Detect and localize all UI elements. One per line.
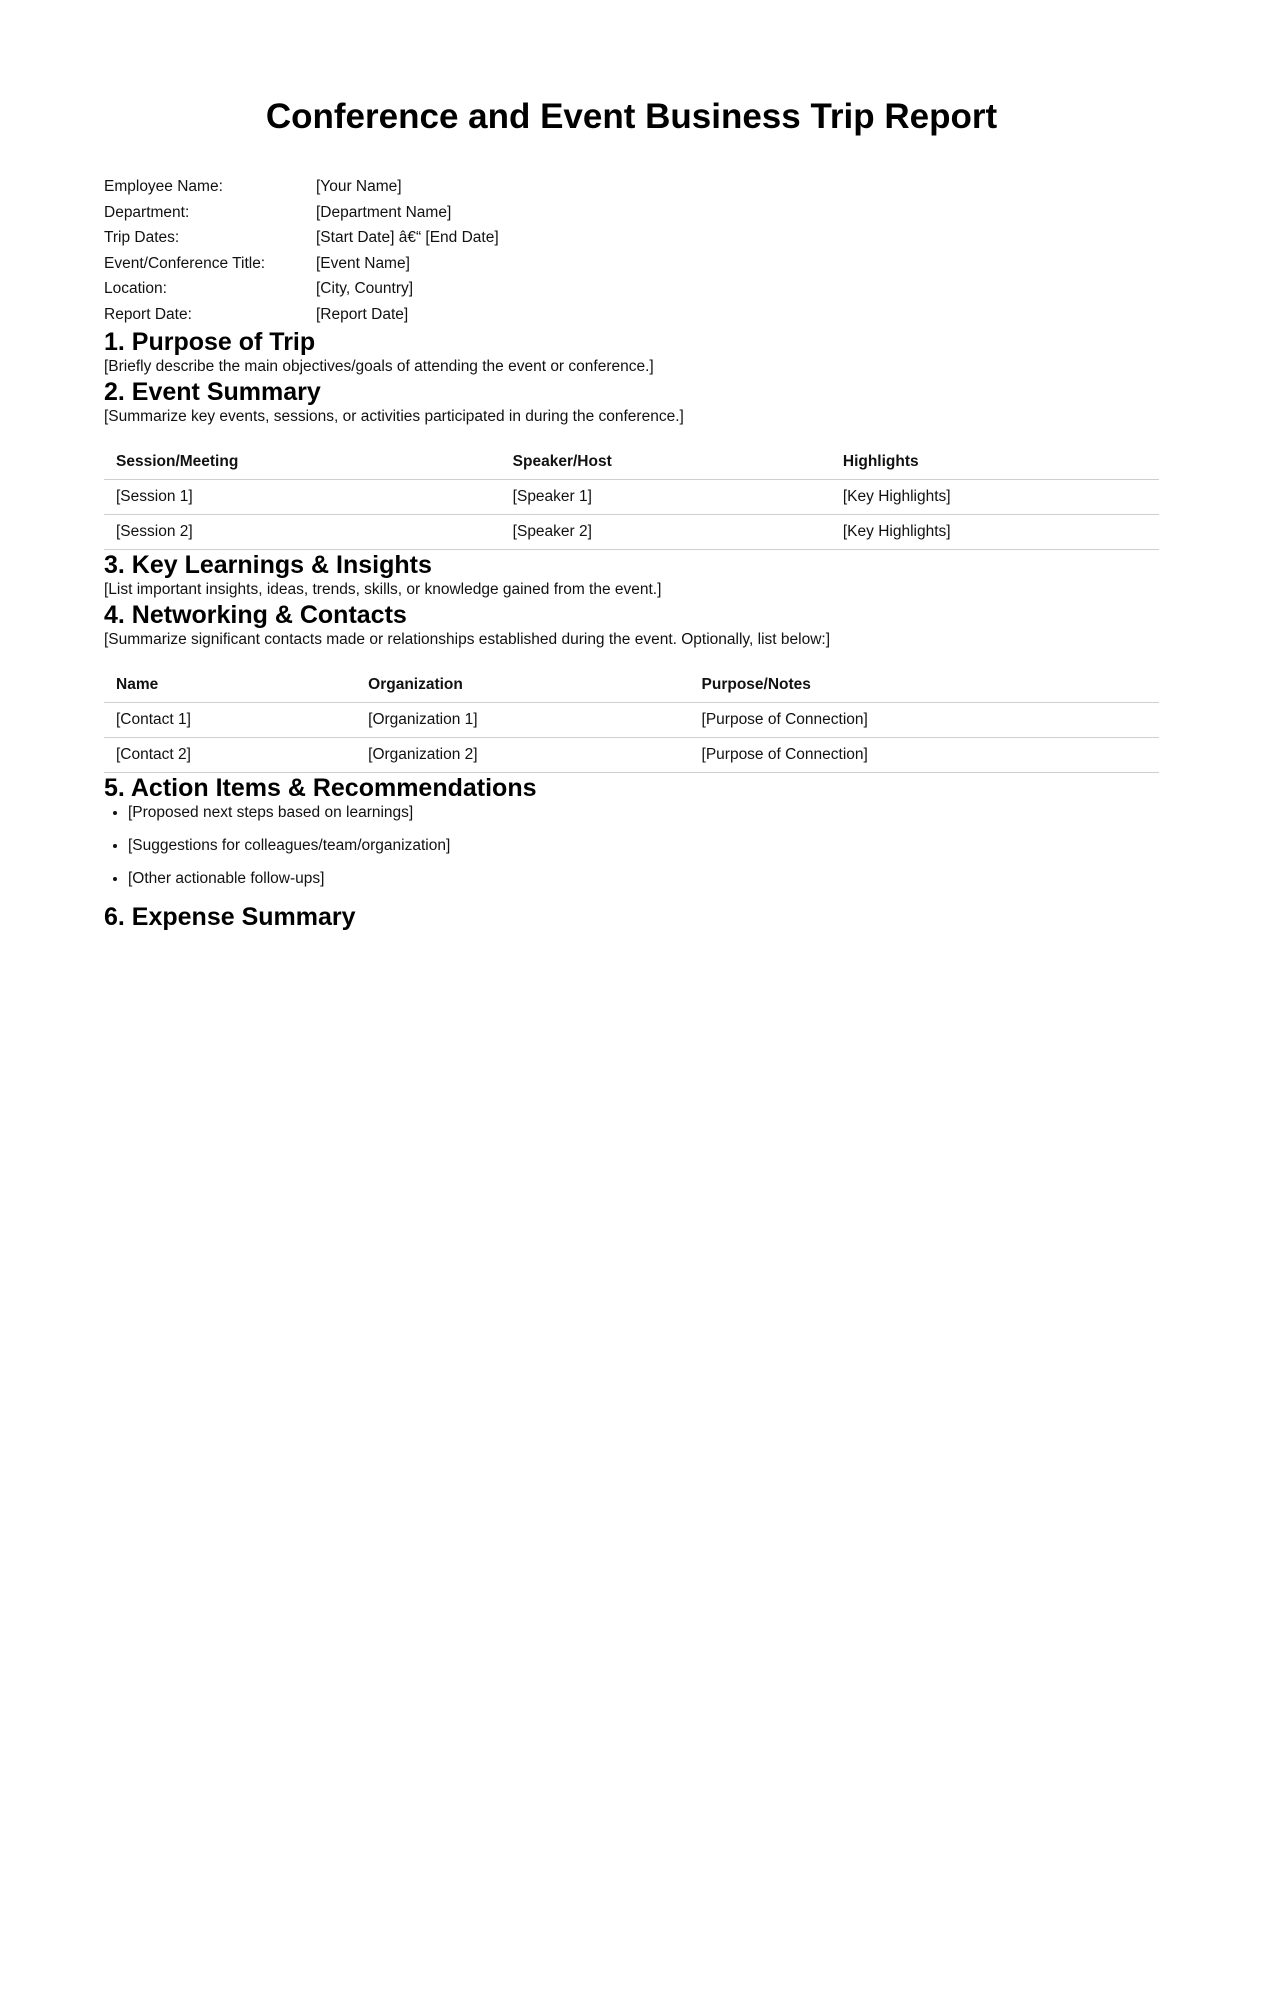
section-text-key-learnings: [List important insights, ideas, trends, skills, or knowledge gained from the event.] — [104, 581, 662, 598]
info-label: Department: — [104, 203, 190, 221]
info-label: Employee Name: — [104, 178, 223, 195]
list-item: • [Other actionable follow-ups] — [128, 869, 1159, 889]
table-cell: [Speaker 1] — [501, 480, 831, 515]
section-heading-action-items: 5. Action Items & Recommendations — [104, 774, 537, 802]
section-heading-key-learnings: 3. Key Learnings & Insights — [104, 551, 432, 579]
table-cell: [Organization 1] — [356, 703, 689, 738]
table-cell: [Session 2] — [104, 515, 501, 550]
table-cell: [Contact 1] — [104, 703, 356, 738]
info-value: [Report Date] — [316, 305, 409, 323]
table-header-row — [104, 445, 1159, 480]
column-header: Purpose/Notes — [690, 668, 1159, 703]
info-value: [City, Country] — [316, 280, 414, 297]
section-heading-purpose: 1. Purpose of Trip — [104, 328, 316, 356]
table-cell: [Key Highlights] — [831, 515, 1159, 550]
section-heading-networking: 4. Networking & Contacts — [104, 601, 407, 629]
page-title: Conference and Event Business Trip Report — [265, 97, 998, 136]
info-row-trip-dates — [104, 225, 499, 251]
column-header: Organization — [356, 668, 689, 703]
info-row-event-title — [104, 251, 499, 277]
section-heading-expense-summary: 6. Expense Summary — [104, 903, 356, 931]
table-cell: [Speaker 2] — [501, 515, 831, 550]
networking-contacts-table — [104, 668, 1159, 773]
column-header: Highlights — [831, 445, 1159, 480]
table-row — [104, 703, 1159, 738]
table-row — [104, 738, 1159, 773]
info-value: [Start Date] â€“ [End Date] — [316, 229, 499, 246]
table-cell: [Contact 2] — [104, 738, 356, 773]
table-cell: [Session 1] — [104, 480, 501, 515]
section-text-event-summary: [Summarize key events, sessions, or activities participated in during the conference.] — [104, 408, 684, 425]
table-header-row — [104, 668, 1159, 703]
table-cell: [Key Highlights] — [831, 480, 1159, 515]
section-text-networking: [Summarize significant contacts made or relationships established during the event. Optionally, list below:] — [104, 631, 830, 648]
event-summary-table — [104, 445, 1159, 550]
table-cell: [Organization 2] — [356, 738, 689, 773]
table-row — [104, 480, 1159, 515]
info-value: [Department Name] — [316, 203, 452, 221]
section-text-purpose: [Briefly describe the main objectives/goals of attending the event or conference.] — [104, 358, 654, 375]
table-row — [104, 515, 1159, 550]
info-row-location — [104, 276, 499, 302]
info-row-report-date — [104, 302, 499, 328]
info-value: [Your Name] — [316, 178, 402, 195]
column-header: Speaker/Host — [501, 445, 831, 480]
info-value: [Event Name] — [316, 254, 410, 272]
info-label: Trip Dates: — [104, 229, 180, 246]
table-cell: [Purpose of Connection] — [690, 703, 1159, 738]
trip-info-table — [104, 174, 499, 327]
info-row-employee-name — [104, 174, 499, 200]
list-item: • [Suggestions for colleagues/team/organization] — [128, 836, 1159, 856]
info-row-department — [104, 200, 499, 226]
section-heading-event-summary: 2. Event Summary — [104, 378, 321, 406]
info-label: Report Date: — [104, 305, 192, 323]
action-items-list — [104, 803, 1159, 889]
info-label: Location: — [104, 280, 167, 297]
table-cell: [Purpose of Connection] — [690, 738, 1159, 773]
info-label: Event/Conference Title: — [104, 254, 266, 272]
column-header: Session/Meeting — [104, 445, 501, 480]
column-header: Name — [104, 668, 356, 703]
list-item: • [Proposed next steps based on learnings] — [128, 803, 1159, 823]
